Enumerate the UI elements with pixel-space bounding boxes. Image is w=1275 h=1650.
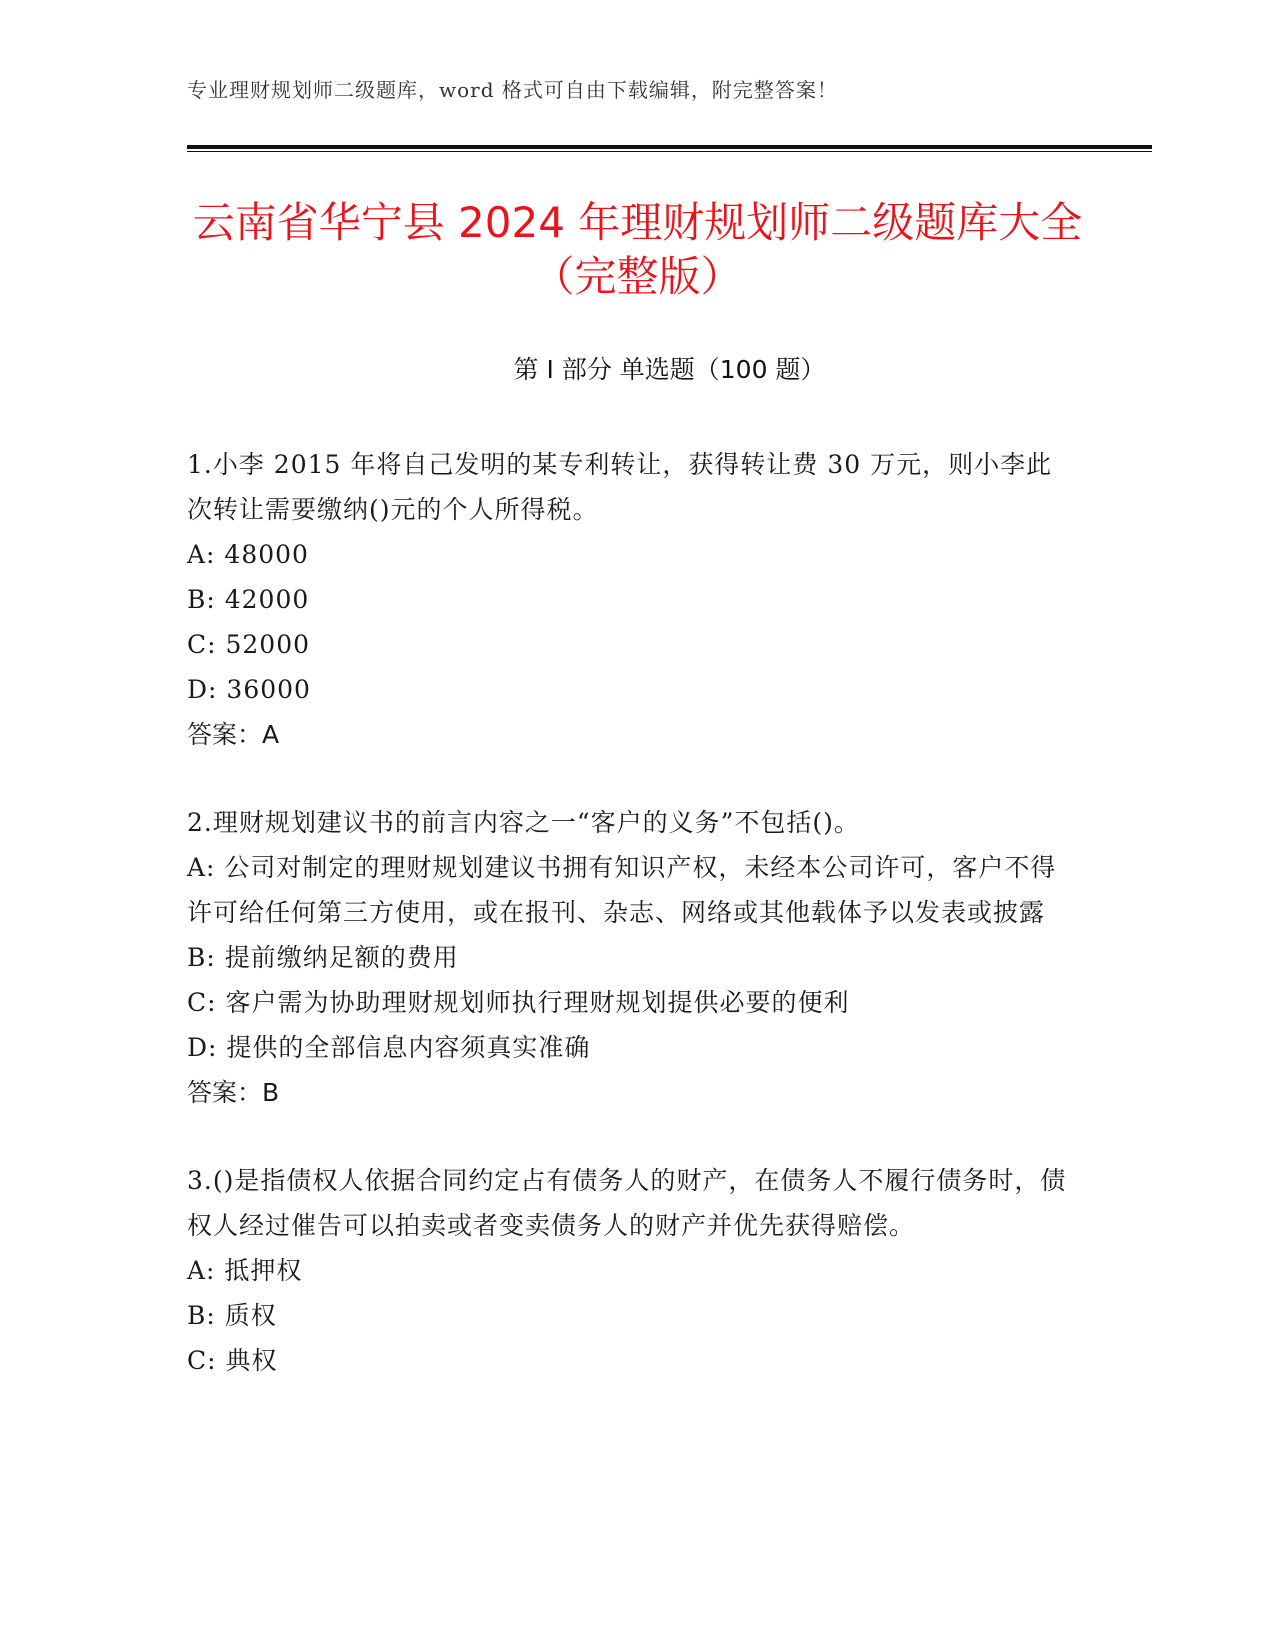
question-2 bbox=[187, 800, 1067, 1115]
option-b: B: 42000 bbox=[187, 585, 310, 614]
question-3 bbox=[187, 1158, 1067, 1383]
header-divider-thick bbox=[187, 145, 1152, 149]
option-c: C: 52000 bbox=[187, 630, 311, 659]
option-c: C: 客户需为协助理财规划师执行理财规划提供必要的便利 bbox=[187, 988, 850, 1017]
option-b: B: 质权 bbox=[187, 1301, 277, 1330]
option-a: A: 抵押权 bbox=[187, 1256, 303, 1285]
document-title: 云南省华宁县 2024 年理财规划师二级题库大全（完整版） bbox=[192, 198, 1083, 301]
header-note: 专业理财规划师二级题库，word 格式可自由下载编辑，附完整答案！ bbox=[187, 78, 838, 102]
question-stem: 2.理财规划建议书的前言内容之一“客户的义务”不包括()。 bbox=[187, 808, 860, 837]
question-1 bbox=[187, 442, 1067, 757]
option-d: D: 提供的全部信息内容须真实准确 bbox=[187, 1033, 591, 1062]
answer-label: 答案：B bbox=[187, 1078, 280, 1107]
option-b: B: 提前缴纳足额的费用 bbox=[187, 943, 459, 972]
section-title: 第 I 部分 单选题（100 题） bbox=[513, 355, 826, 384]
question-stem: 3.()是指债权人依据合同约定占有债务人的财产，在债务人不履行债务时，债权人经过催告可以拍卖或者变卖债务人的财产并优先获得赔偿。 bbox=[187, 1166, 1067, 1240]
header-divider-thin bbox=[187, 151, 1152, 152]
option-c: C: 典权 bbox=[187, 1346, 278, 1375]
option-d: D: 36000 bbox=[187, 675, 311, 704]
question-stem: 1.小李 2015 年将自己发明的某专利转让，获得转让费 30 万元，则小李此次转让需要缴纳()元的个人所得税。 bbox=[187, 450, 1053, 524]
option-a: A: 公司对制定的理财规划建议书拥有知识产权，未经本公司许可，客户不得许可给任何第三方使用，或在报刊、杂志、网络或其他载体予以发表或披露 bbox=[187, 853, 1057, 927]
option-a: A: 48000 bbox=[187, 540, 309, 569]
answer-label: 答案：A bbox=[187, 720, 280, 749]
question-list bbox=[187, 442, 1067, 1426]
